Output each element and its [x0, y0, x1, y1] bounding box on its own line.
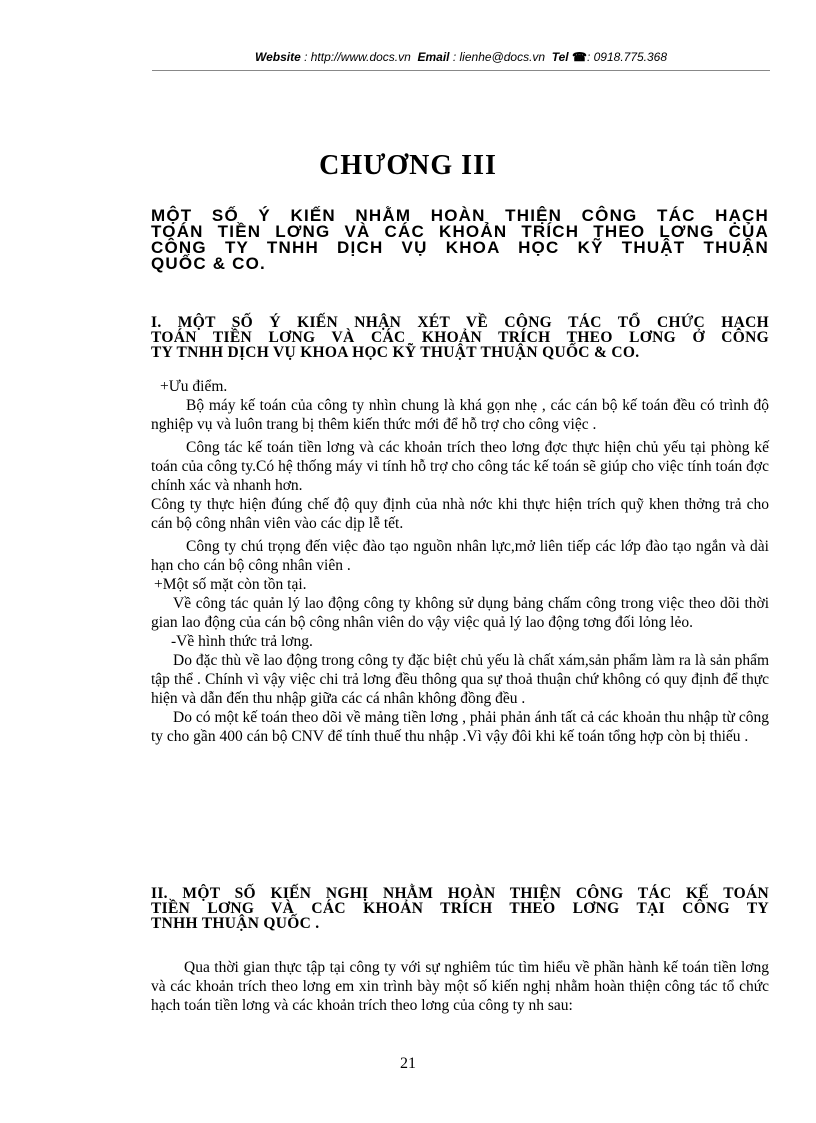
- paragraph: Công ty thực hiện đúng chế độ quy định của nhà nớc khi thực hiện trích quỹ khen thởng trả cho cán bộ công nhân viên vào các dịp lễ tết.: [151, 496, 769, 532]
- paragraph: Do đặc thù về lao động trong công ty đặc biệt chủ yếu là chất xám,sản phẩm làm ra là sản phẩm tập thể . Chính vì vậy việc chi trả lơng đều thông qua sự thoả thuận chứ không có quy định để thực hiện và dẫn đến thu nhập giữa các cá nhân không đồng đều .: [151, 652, 769, 707]
- title-line: QUỐC & CO.: [151, 254, 266, 273]
- paragraph: Công tác kế toán tiền lơng và các khoản trích theo lơng đợc thực hiện chủ yếu tại phòng kế toán của công ty.Có hệ thống máy vi tính hỗ trợ cho công tác kế toán sẽ giúp cho việc tính toán đợc chính xác và nhanh hơn.: [151, 439, 769, 494]
- paragraph: Do có một kế toán theo dõi về mảng tiền lơng , phải phản ánh tất cả các khoản thu nhập từ công ty cho gần 400 cán bộ CNV để tính thuế thu nhập .Vì vậy đôi khi kế toán tổng hợp còn bị thiếu .: [151, 709, 769, 745]
- website-value: : http://www.docs.vn: [304, 50, 411, 64]
- paragraph: Về công tác quản lý lao động công ty không sử dụng bảng chấm công trong việc theo dõi thời gian lao động của cán bộ công nhân viên do vậy việc quả lý lao động tơng đối lỏng lẻo.: [151, 595, 769, 631]
- heading-line: I. MỘT SỐ Ý KIẾN NHẬN XÉT VỀ CÔNG TÁC TỔ CHỨC HẠCH: [151, 314, 769, 331]
- section2-heading: [151, 886, 769, 931]
- title-line: MỘT SỐ Ý KIẾN NHẰM HOÀN THIỆN CÔNG TÁC HẠCH: [151, 206, 769, 225]
- section2-body: [151, 958, 769, 1015]
- advantages-label: +Ưu điểm.: [160, 378, 228, 395]
- website-label: Website: [254, 50, 301, 64]
- title-line: TOÁN TIỀN LƠNG VÀ CÁC KHOẢN TRÍCH THEO LƠNG CỦA: [151, 222, 769, 241]
- heading-line: TNHH THUẬN QUỐC .: [151, 915, 320, 932]
- heading-line: II. MỘT SỐ KIẾN NGHỊ NHẰM HOÀN THIỆN CÔNG TÁC KẾ TOÁN: [151, 885, 769, 902]
- tel-label: Tel: [551, 50, 569, 64]
- document-title: [151, 208, 769, 272]
- phone-icon: ☎: [572, 50, 587, 64]
- paragraph: Bộ máy kế toán của công ty nhìn chung là khá gọn nhẹ , các cán bộ kế toán đều có trình độ nghiệp vụ và luôn trang bị thêm kiến thức mới để hỗ trợ cho công việc .: [151, 397, 769, 433]
- email-label: Email: [417, 50, 450, 64]
- weakness-label: +Một số mặt còn tồn tại.: [154, 576, 307, 593]
- chapter-title: CHƯƠNG III: [319, 150, 497, 181]
- email-value: : lienhe@docs.vn: [452, 50, 546, 64]
- heading-line: TIỀN LƠNG VÀ CÁC KHOẢN TRÍCH THEO LƠNG TẠI CÔNG TY: [151, 900, 769, 917]
- pay-label: -Về hình thức trả lơng.: [171, 633, 313, 650]
- page-header: [152, 50, 770, 64]
- paragraph: Qua thời gian thực tập tại công ty với sự nghiêm túc tìm hiểu về phần hành kế toán tiền lơng và các khoản trích theo lơng em xin trình bày một số kiến nghị nhằm hoàn thiện công tác tổ chức hạch toán tiền lơng và các khoản trích theo lơng của công ty nh sau:: [151, 959, 769, 1014]
- section1-heading: [151, 315, 769, 360]
- section1-body: [151, 377, 769, 746]
- paragraph: Công ty chú trọng đến việc đào tạo nguồn nhân lực,mở liên tiếp các lớp đào tạo ngắn và dài hạn cho cán bộ công nhân viên .: [151, 538, 769, 574]
- title-line: CÔNG TY TNHH DỊCH VỤ KHOA HỌC KỸ THUẬT THUẬN: [151, 238, 769, 257]
- header-divider: [152, 70, 770, 71]
- heading-line: TY TNHH DỊCH VỤ KHOA HỌC KỸ THUẬT THUẬN QUỐC & CO.: [151, 344, 640, 361]
- tel-value: : 0918.775.368: [586, 50, 668, 64]
- heading-line: TOÁN TIỀN LƠNG VÀ CÁC KHOẢN TRÍCH THEO LƠNG Ở CÔNG: [151, 329, 769, 346]
- page-number: 21: [400, 1055, 416, 1072]
